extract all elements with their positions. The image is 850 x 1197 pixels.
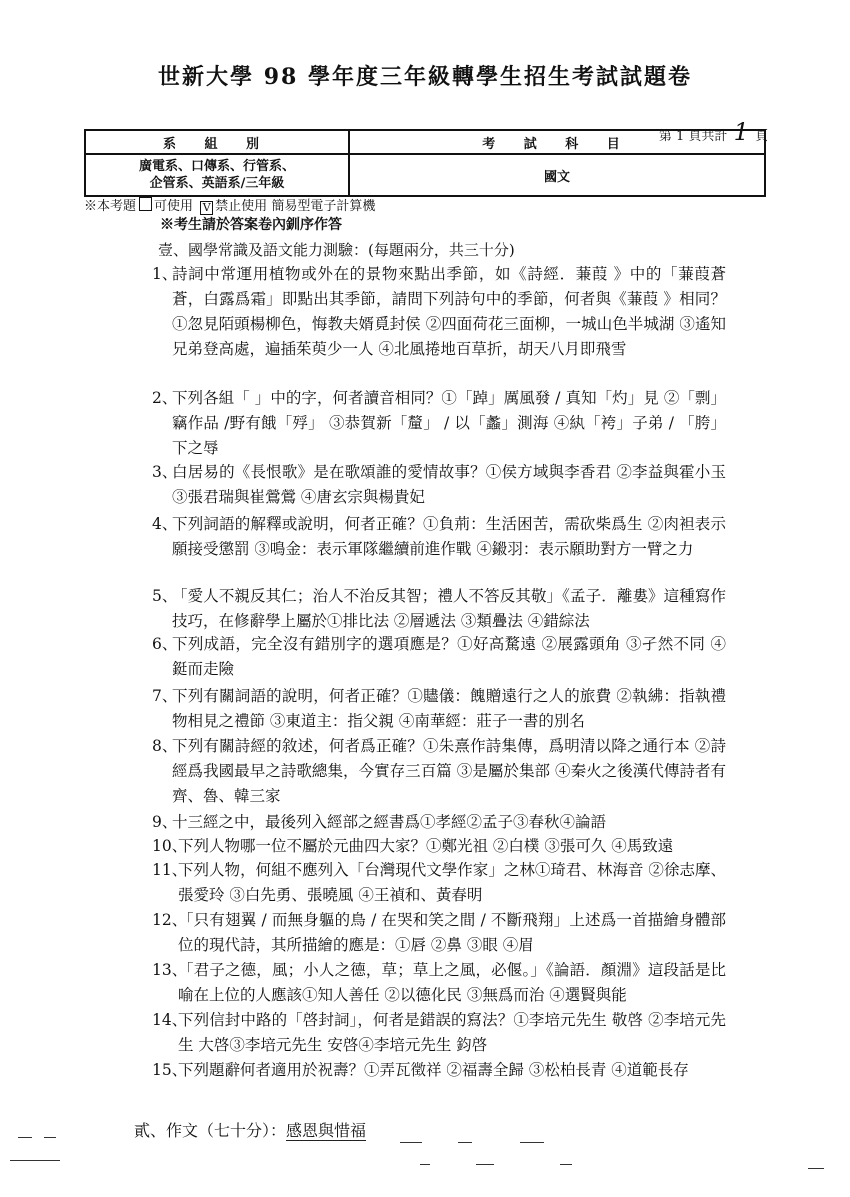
question-text: 下列人物，何組不應列入「台灣現代文學作家」之林①琦君、林海音 ②徐志摩、張愛玲 ③白先勇、張曉風 ④王禎和、黃春明 [178,861,726,904]
question-number: 6、 [152,635,178,653]
question-number: 11、 [152,861,188,879]
question-number: 4、 [152,515,178,533]
question-number: 13、 [152,961,188,979]
question-item [152,684,726,734]
essay-topic: 感恩與惜福 [286,1121,367,1140]
essay-label: 貳、作文（七十分）： [134,1121,287,1140]
question-item [152,632,726,682]
question-number: 3、 [152,463,178,481]
note-prefix: ※本考題 [84,199,137,214]
question-item [152,958,726,1008]
page-total: 1 [733,118,749,146]
scan-mark [458,1142,472,1143]
note-option-prohibited: 禁止使用 [215,199,268,214]
question-text: 下列各組「 」中的字，何者讀音相同？①「踔」厲風發 / 真知「灼」見 ②「剽」竊作品 /野有餓「殍」 ③恭賀新「釐」 / 以「蠡」測海 ④紈「袴」子弟 / 「胯」下之辱 [172,389,726,457]
question-number: 2、 [152,389,178,407]
question-number: 14、 [152,1011,188,1029]
question-item [152,386,726,461]
question-text: 「愛人不親反其仁；治人不治反其智；禮人不答反其敬」《孟子．離婁》這種寫作技巧，在修辭學上屬於①排比法 ②層遞法 ③類疊法 ④錯綜法 [172,587,726,630]
header-table [84,129,766,197]
question-text: 白居易的《長恨歌》是在歌頌誰的愛情故事？①侯方域與李香君 ②李益與霍小玉 ③張君瑞與崔鶯鶯 ④唐玄宗與楊貴妃 [172,463,726,506]
question-number: 10、 [152,837,188,855]
scan-mark [400,1142,422,1143]
question-item [152,512,726,562]
question-number: 12、 [152,911,188,929]
checkbox-allowed [139,197,152,211]
section-2-essay [134,1118,366,1141]
page-prefix: 第 1 頁共計 [658,129,728,144]
scan-mark [520,1142,544,1143]
question-number: 8、 [152,737,178,755]
question-text: 下列有關詩經的敘述，何者爲正確？①朱熹作詩集傳，爲明清以降之通行本 ②詩經爲我國最早之詩歌總集，今實存三百篇 ③是屬於集部 ④秦火之後漢代傳詩者有齊、魯、韓三家 [172,737,726,805]
department-header: 系 組 別 [85,130,349,154]
question-number: 5、 [152,587,178,605]
scan-mark [476,1164,494,1165]
note-suffix: 簡易型電子計算機 [271,199,376,214]
department-line-2: 企管系、英語系/三年級 [149,176,285,191]
question-number: 7、 [152,687,178,705]
question-number: 9、 [152,813,178,831]
question-text: 詩詞中常運用植物或外在的景物來點出季節，如《詩經．蒹葭 》中的「蒹葭蒼蒼，白露爲霜」即點出其季節，請問下列詩句中的季節，何者與《蒹葭 》相同？①忽見陌頭楊柳色，悔教夫婿覓封侯 ②四面荷花三面柳，一城山色半城湖 ③遙知兄弟登高處，遍插茱萸少一人 ④北風捲地百草折，胡天八月即飛雪 [172,265,726,358]
exam-title: 世新大學 98 學年度三年級轉學生招生考試試題卷 [158,64,692,90]
question-text: 「只有翅翼 / 而無身軀的鳥 / 在哭和笑之間 / 不斷飛翔」上述爲一首描繪身體部位的現代詩，其所描繪的應是：①唇 ②鼻 ③眼 ④眉 [178,911,726,954]
scan-mark [10,1160,60,1161]
question-item [152,908,726,958]
question-item [152,262,726,362]
question-item [152,858,726,908]
section-1-heading: 壹、國學常識及語文能力測驗：(每題兩分，共三十分) [158,241,515,259]
scan-mark [18,1137,32,1138]
scan-mark [44,1137,56,1138]
calculator-note [84,195,375,215]
checkbox-prohibited: V [200,201,213,215]
subject-header: 考 試 科 目 [349,130,765,154]
question-text: 下列題辭何者適用於祝壽？①弄瓦徵祥 ②福壽全歸 ③松柏長青 ④道範長存 [178,1061,689,1079]
department-line-1: 廣電系、口傳系、行管系、 [138,159,295,174]
page-suffix: 頁 [754,129,768,144]
answer-instruction: ※考生請於答案卷內釧序作答 [160,217,342,233]
question-text: 「君子之德，風；小人之德，草；草上之風，必偃。」《論語．顏淵》這段話是比喻在上位的人應該①知人善任 ②以德化民 ③無爲而治 ④選賢與能 [178,961,726,1004]
subject-cell: 國文 [349,154,765,196]
note-option-allowed: 可使用 [154,199,194,214]
question-text: 下列人物哪一位不屬於元曲四大家？①鄭光祖 ②白樸 ③張可久 ④馬致遠 [178,837,674,855]
question-item [152,734,726,809]
question-item [152,584,726,634]
scan-mark [560,1164,572,1165]
question-text: 下列詞語的解釋或說明，何者正確？①負荊：生活困苦，需砍柴爲生 ②肉袒表示願接受懲罰 ③鳴金：表示軍隊繼續前進作戰 ④鎩羽：表示願助對方一臂之力 [172,515,726,558]
question-text: 下列成語，完全沒有錯別字的選項應是？①好高騖遠 ②展露頭角 ③孑然不同 ④鋌而走險 [172,635,726,678]
question-item [152,1058,726,1083]
question-item [152,1008,726,1058]
question-item [152,834,726,859]
question-text: 下列信封中路的「啓封詞」，何者是錯誤的寫法？①李培元先生 敬啓 ②李培元先生 大啓③李培元先生 安啓④李培元先生 鈞啓 [178,1011,726,1054]
question-number: 1、 [152,265,178,283]
question-text: 十三經之中，最後列入經部之經書爲①孝經②孟子③春秋④論語 [172,813,607,831]
question-text: 下列有關詞語的說明，何者正確？①贐儀：餽贈遠行之人的旅費 ②執紼：指執禮物相見之禮節 ③東道主：指父親 ④南華經：莊子一書的別名 [172,687,726,730]
scan-mark [420,1164,430,1165]
question-item [152,810,726,835]
question-number: 15、 [152,1061,188,1079]
question-item [152,460,726,510]
scan-mark [808,1168,824,1169]
department-cell [85,154,349,196]
